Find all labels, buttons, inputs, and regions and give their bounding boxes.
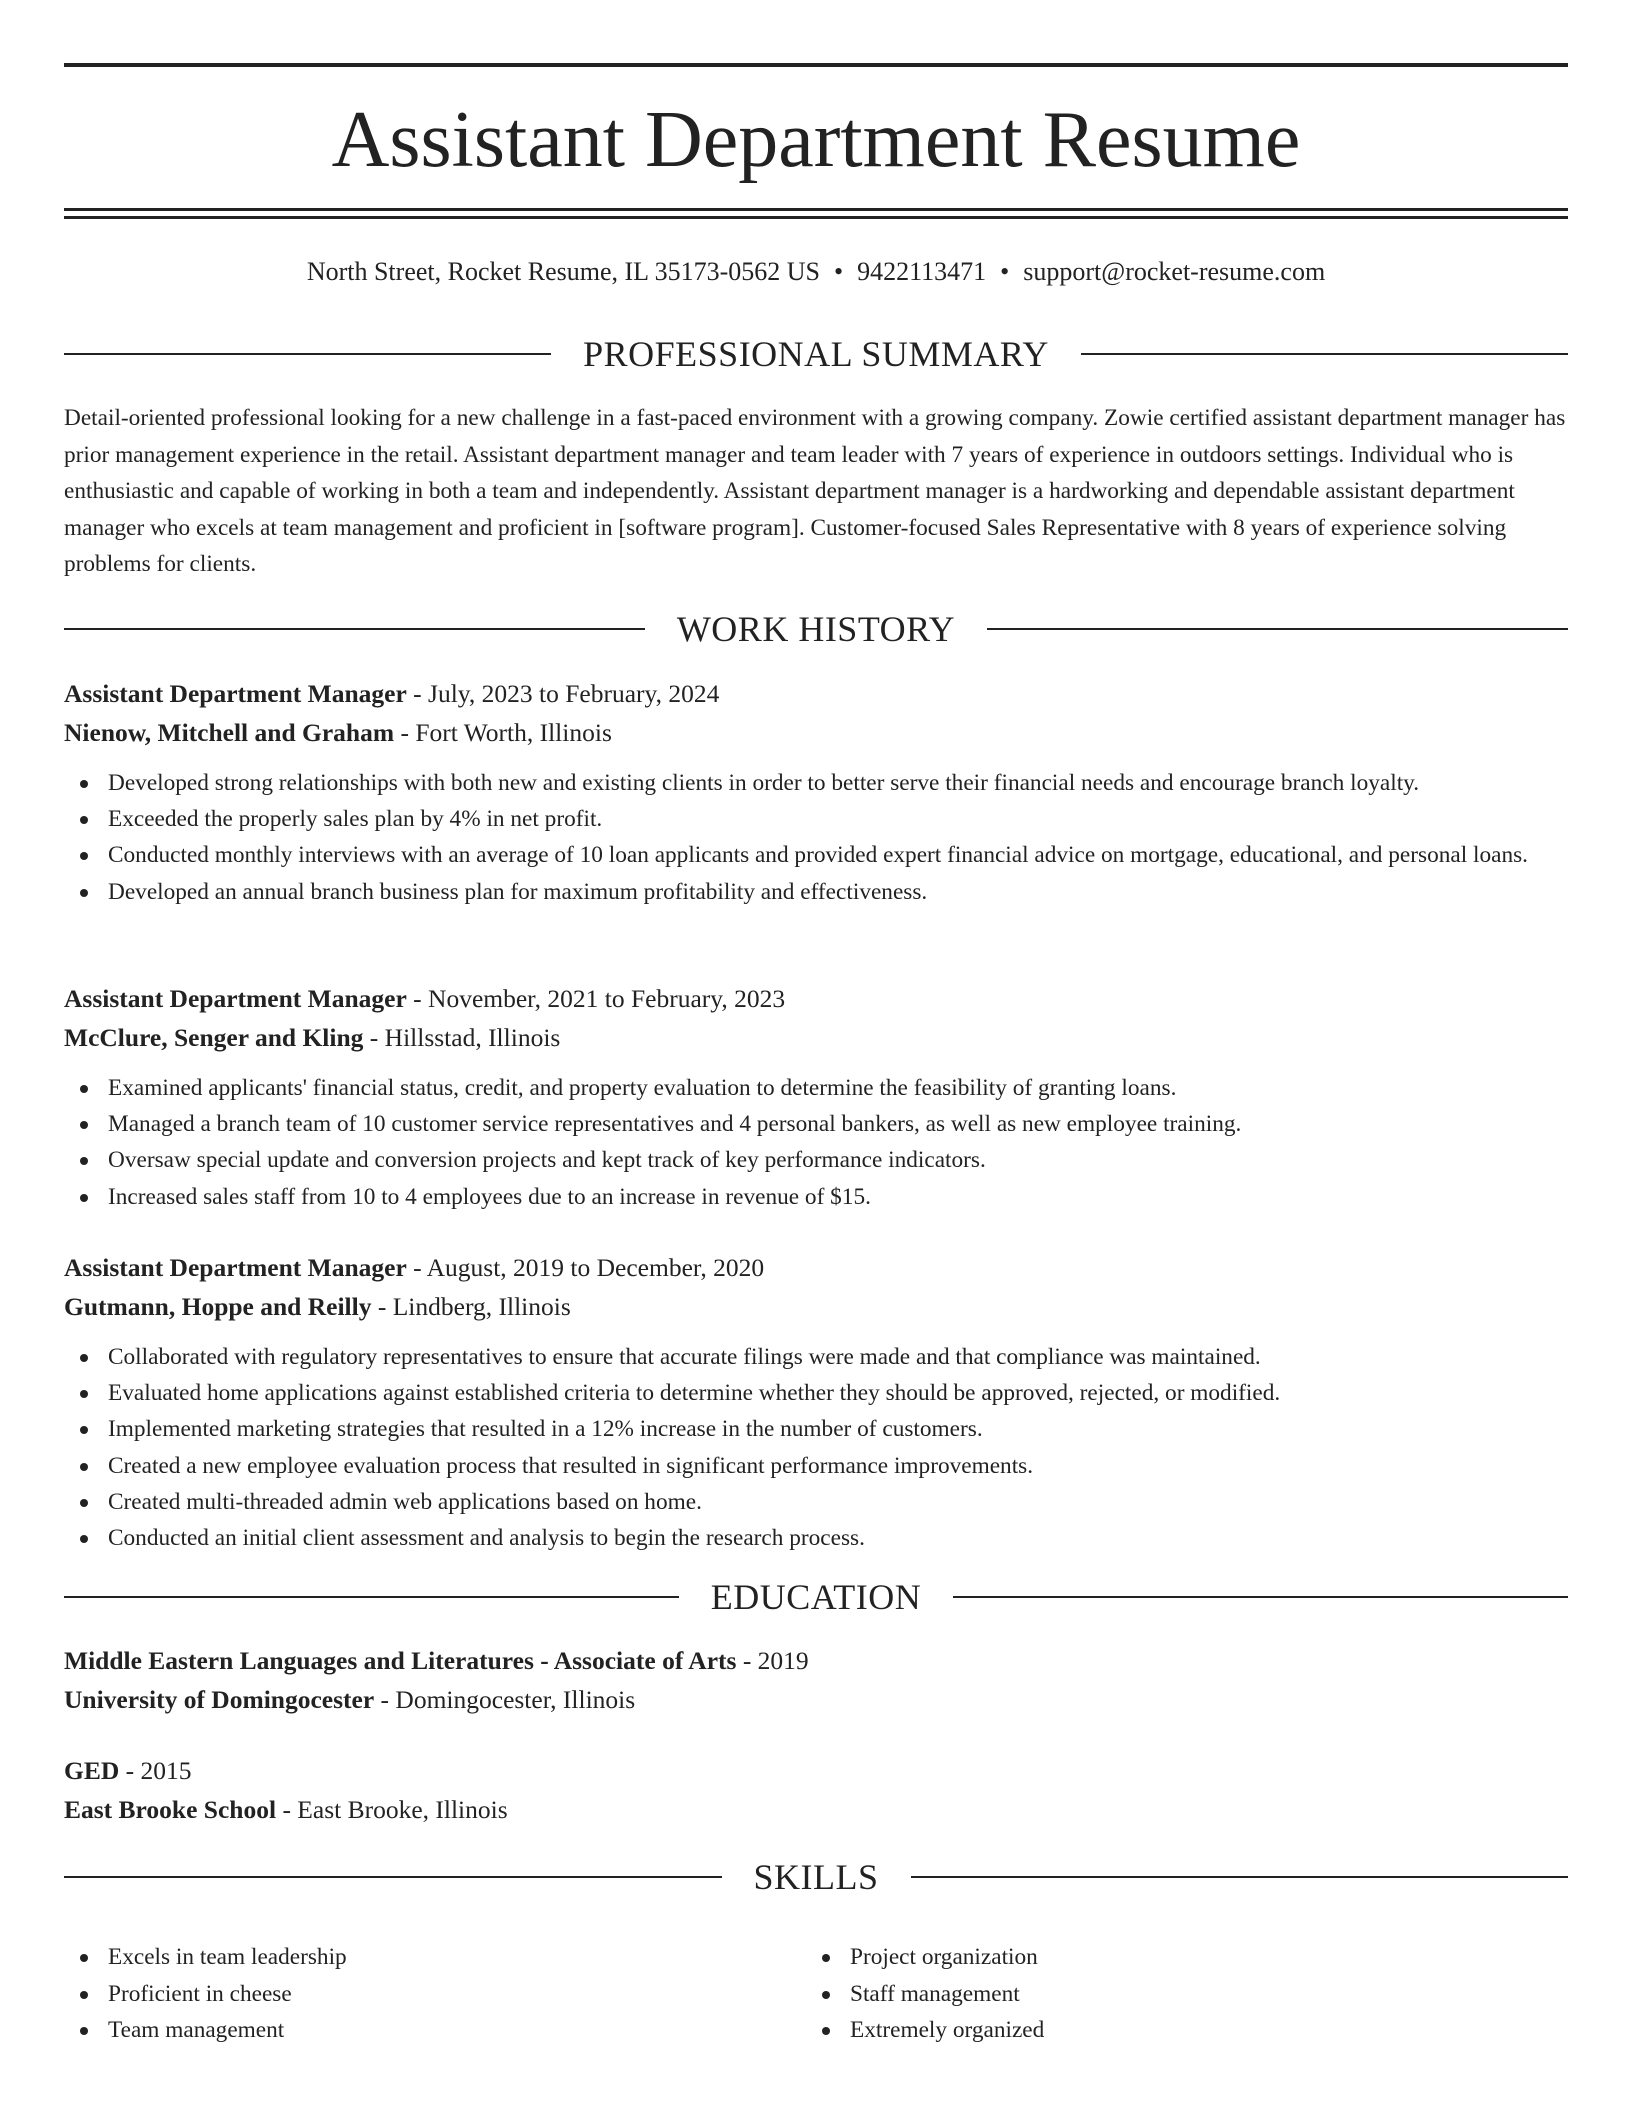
education-degree: GED	[64, 1756, 120, 1785]
job-entry	[64, 674, 1568, 910]
section-title-work-history: WORK HISTORY	[676, 609, 956, 649]
job-title: Assistant Department Manager	[64, 679, 407, 708]
job-bullet: Developed strong relationships with both new and existing clients in order to better serve their financial needs and encourage branch loyalty.	[64, 765, 1568, 801]
section-title-education: EDUCATION	[710, 1577, 922, 1617]
skills-list-right	[806, 1939, 1548, 2049]
job-bullet: Developed an annual branch business plan for maximum profitability and effectiveness.	[64, 874, 1568, 910]
education-entry	[64, 1641, 1568, 1719]
job-bullet-list	[64, 1070, 1568, 1215]
job-company: Gutmann, Hoppe and Reilly	[64, 1292, 372, 1321]
job-bullet: Created a new employee evaluation process that resulted in significant performance improvements.	[64, 1448, 1568, 1484]
skills-list-left	[64, 1939, 806, 2049]
contact-separator: •	[1000, 257, 1010, 286]
job-title-line	[64, 674, 1568, 713]
education-school: East Brooke School	[64, 1795, 277, 1824]
job-bullet-list	[64, 1339, 1568, 1556]
skill-item: Staff management	[806, 1976, 1548, 2013]
professional-summary-text: Detail-oriented professional looking for a new challenge in a fast-paced environment with a growing company. Zowie certified assistant department manager has prior management experience in the retail. Assistant department manager and team leader with 7 years of experience in outdoors settings. Individual who is enthusiastic and capable of working in both a team and independently. Assistant department manager is a hardworking and dependable assistant department manager who excels at team management and proficient in [software program]. Customer-focused Sales Representative with 8 years of experience solving problems for clients.	[64, 405, 1566, 577]
education-degree-line	[64, 1641, 1568, 1680]
section-header-summary	[64, 332, 1568, 376]
job-title: Assistant Department Manager	[64, 984, 407, 1013]
education-degree: Middle Eastern Languages and Literatures - Associate of Arts	[64, 1646, 737, 1675]
job-bullet: Conducted an initial client assessment and analysis to begin the research process.	[64, 1520, 1568, 1556]
contact-phone: 9422113471	[857, 257, 987, 286]
job-title: Assistant Department Manager	[64, 1253, 407, 1282]
section-rule	[911, 1876, 1569, 1878]
job-company-line	[64, 1018, 1568, 1057]
job-bullet-list	[64, 765, 1568, 910]
job-entry	[64, 1248, 1568, 1556]
section-rule	[64, 353, 551, 355]
education-year: - 2019	[742, 1646, 809, 1675]
skill-item: Team management	[64, 2012, 806, 2049]
contact-line	[64, 254, 1568, 290]
title-double-rule-lower	[64, 216, 1568, 219]
section-header-work-history	[64, 607, 1568, 651]
job-company-line	[64, 1287, 1568, 1326]
top-rule	[64, 63, 1568, 67]
contact-email: support@rocket-resume.com	[1023, 257, 1326, 286]
job-location: - Fort Worth, Illinois	[400, 718, 612, 747]
job-bullet: Implemented marketing strategies that resulted in a 12% increase in the number of customers.	[64, 1411, 1568, 1447]
section-rule	[953, 1596, 1568, 1598]
job-bullet: Collaborated with regulatory representatives to ensure that accurate filings were made and that compliance was maintained.	[64, 1339, 1568, 1375]
section-title-skills: SKILLS	[753, 1857, 879, 1897]
section-header-skills	[64, 1855, 1568, 1899]
education-location: - East Brooke, Illinois	[282, 1795, 508, 1824]
education-year: - 2015	[125, 1756, 192, 1785]
job-company: McClure, Senger and Kling	[64, 1023, 364, 1052]
education-school-line	[64, 1680, 1568, 1719]
education-school-line	[64, 1790, 1568, 1829]
job-bullet: Exceeded the properly sales plan by 4% in net profit.	[64, 801, 1568, 837]
job-title-line	[64, 1248, 1568, 1287]
job-bullet: Increased sales staff from 10 to 4 employees due to an increase in revenue of $15.	[64, 1179, 1568, 1215]
skill-item: Extremely organized	[806, 2012, 1548, 2049]
section-header-education	[64, 1575, 1568, 1619]
skill-item: Proficient in cheese	[64, 1976, 806, 2013]
job-bullet: Oversaw special update and conversion projects and kept track of key performance indicators.	[64, 1142, 1568, 1178]
job-bullet: Conducted monthly interviews with an average of 10 loan applicants and provided expert financial advice on mortgage, educational, and personal loans.	[64, 837, 1568, 873]
skill-item: Project organization	[806, 1939, 1548, 1976]
section-rule	[987, 628, 1568, 630]
job-title-line	[64, 979, 1568, 1018]
job-dates: - August, 2019 to December, 2020	[413, 1253, 765, 1282]
skill-item: Excels in team leadership	[64, 1939, 806, 1976]
job-dates: - July, 2023 to February, 2024	[413, 679, 720, 708]
job-location: - Lindberg, Illinois	[377, 1292, 571, 1321]
job-bullet: Managed a branch team of 10 customer service representatives and 4 personal bankers, as well as new employee training.	[64, 1106, 1568, 1142]
section-rule	[64, 1876, 722, 1878]
job-dates: - November, 2021 to February, 2023	[413, 984, 786, 1013]
title-double-rule-upper	[64, 208, 1568, 211]
contact-separator: •	[834, 257, 844, 286]
job-bullet: Examined applicants' financial status, credit, and property evaluation to determine the feasibility of granting loans.	[64, 1070, 1568, 1106]
job-company: Nienow, Mitchell and Graham	[64, 718, 395, 747]
education-location: - Domingocester, Illinois	[380, 1685, 636, 1714]
job-bullet: Created multi-threaded admin web applications based on home.	[64, 1484, 1568, 1520]
job-bullet: Evaluated home applications against established criteria to determine whether they should be approved, rejected, or modified.	[64, 1375, 1568, 1411]
job-company-line	[64, 713, 1568, 752]
job-entry	[64, 979, 1568, 1215]
resume-title: Assistant Department Resume	[331, 96, 1301, 184]
contact-address: North Street, Rocket Resume, IL 35173-0562 US	[306, 257, 820, 286]
education-degree-line	[64, 1751, 1568, 1790]
section-rule	[1081, 353, 1568, 355]
section-rule	[64, 628, 645, 630]
education-entry	[64, 1751, 1568, 1829]
skills-columns	[64, 1939, 1568, 2049]
education-school: University of Domingocester	[64, 1685, 375, 1714]
section-rule	[64, 1596, 679, 1598]
job-location: - Hillsstad, Illinois	[369, 1023, 561, 1052]
section-title-summary: PROFESSIONAL SUMMARY	[583, 334, 1049, 374]
